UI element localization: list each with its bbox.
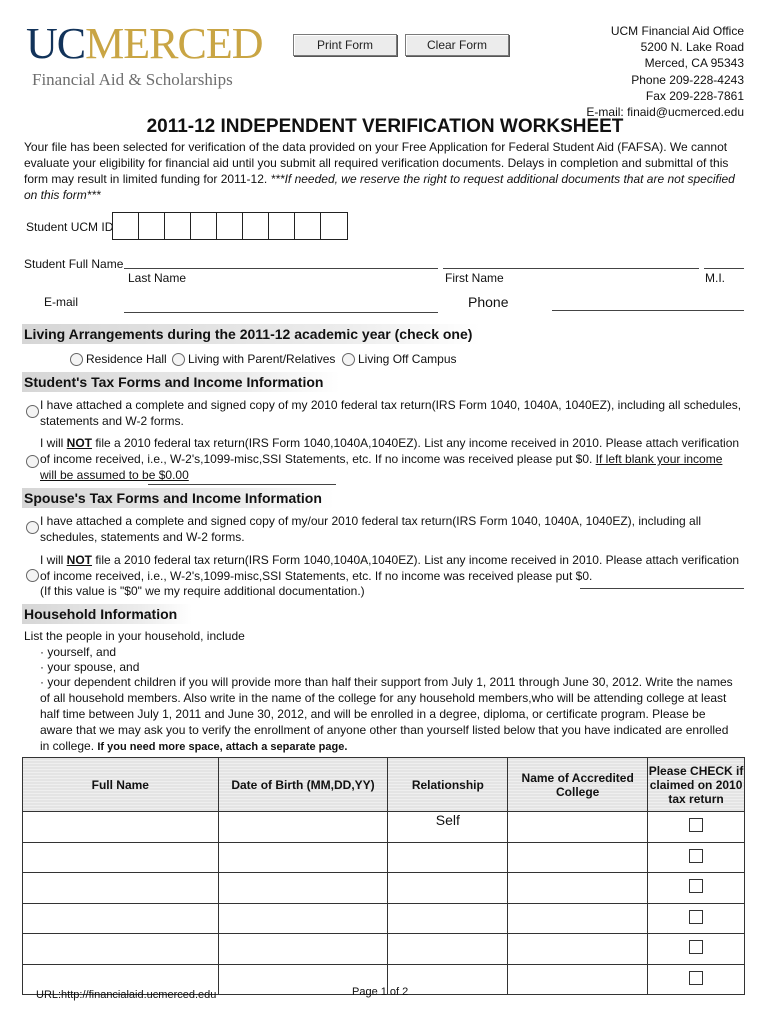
- email-field[interactable]: [124, 312, 438, 313]
- cell-college[interactable]: [508, 903, 648, 934]
- cell-college[interactable]: [508, 873, 648, 904]
- id-digit-box[interactable]: [295, 213, 321, 239]
- mi-label: M.I.: [705, 271, 725, 285]
- cell-dob[interactable]: [218, 842, 388, 873]
- id-digit-box[interactable]: [191, 213, 217, 239]
- student-id-boxes: [112, 212, 348, 240]
- id-digit-box[interactable]: [165, 213, 191, 239]
- claimed-checkbox[interactable]: [689, 971, 703, 985]
- col-claimed: Please CHECK if claimed on 2010 tax return: [648, 758, 745, 812]
- student-tax-not-filing-radio[interactable]: [26, 455, 39, 468]
- radio-icon[interactable]: [70, 353, 83, 366]
- cell-full-name[interactable]: [23, 842, 219, 873]
- spouse-tax-not-filing-text: I will NOT file a 2010 federal tax return(IRS Form 1040,1040A,1040EZ). List any income received in 2010. Please attach verification of income received, i.e., W-2's,1099-misc,SSI Statements, etc. If no income was received please put $0.: [40, 553, 740, 583]
- col-date-of-birth: Date of Birth (MM,DD,YY): [218, 758, 388, 812]
- logo-subtitle: Financial Aid & Scholarships: [32, 70, 233, 89]
- household-bullet-yourself: · yourself, and: [40, 645, 117, 659]
- household-table: [22, 757, 745, 995]
- household-bullet-spouse: · your spouse, and: [40, 660, 140, 674]
- student-tax-attached-radio[interactable]: [26, 405, 39, 418]
- cell-full-name[interactable]: [23, 903, 219, 934]
- claimed-checkbox[interactable]: [689, 818, 703, 832]
- student-tax-not-filing-text: I will NOT file a 2010 federal tax return(IRS Form 1040,1040A,1040EZ). List any income received in 2010. Please attach verification of income received, i.e., W-2's,1099-misc,SSI Statements, etc. If no income was received please put $0. If left blank your income will be assumed to be $0.00: [40, 436, 740, 482]
- col-college: Name of Accredited College: [508, 758, 648, 812]
- cell-college[interactable]: [508, 934, 648, 965]
- cell-college[interactable]: [508, 842, 648, 873]
- phone-field[interactable]: [552, 310, 744, 311]
- intro-paragraph: Your file has been selected for verification of the data provided on your Free Application for Federal Student Aid (FAFSA). We cannot evaluate your eligibility for financial aid until you submit all required verification documents. Delays in completion and submittal of this form may result in limited funding for 2011-12. ***If needed, we reserve the right to request additional documents that are not specified on this form***: [24, 140, 735, 202]
- table-row: [23, 842, 745, 873]
- cell-relationship[interactable]: Self: [388, 812, 508, 843]
- page-number: Page 1 of 2: [352, 986, 409, 998]
- claimed-checkbox[interactable]: [689, 879, 703, 893]
- radio-icon[interactable]: [172, 353, 185, 366]
- office-address: UCM Financial Aid Office 5200 N. Lake Road Merced, CA 95343 Phone 209-228-4243 Fax 209-228-7861 E-mail: finaid@ucmerced.edu: [586, 24, 744, 120]
- cell-full-name[interactable]: [23, 873, 219, 904]
- cell-claimed: [648, 934, 745, 965]
- claimed-checkbox[interactable]: [689, 940, 703, 954]
- table-header-row: [23, 758, 745, 812]
- student-tax-header: Student's Tax Forms and Income Information: [22, 372, 340, 392]
- table-row: [23, 873, 745, 904]
- radio-icon[interactable]: [342, 353, 355, 366]
- cell-full-name[interactable]: [23, 934, 219, 965]
- student-income-field[interactable]: [148, 484, 336, 485]
- household-intro: List the people in your household, include: [24, 629, 245, 643]
- table-row: [23, 812, 745, 843]
- mi-field[interactable]: [704, 268, 744, 269]
- student-tax-attached-text: I have attached a complete and signed copy of my 2010 federal tax return(IRS Form 1040, 1040A, 1040EZ), including all schedules, statements and W-2 forms.: [40, 398, 742, 428]
- ucmerced-logo: UCMERCED: [26, 19, 263, 68]
- cell-college[interactable]: [508, 964, 648, 995]
- household-bullet-children: · your dependent children if you will provide more than half their support from July 1, 2011 through June 30, 2012. Write the names of all household members. Also write in the name of the college for any household members,who will be attending college at least half time between July 1, 2011 and June 30, 2012, and will be enrolled in a degree, diploma, or certificate program. Please be aware that we may ask you to verify the enrollment of anyone other than yourself listed below that you have indicated are enrolled in college. If you need more space, attach a separate page.: [40, 675, 733, 753]
- cell-claimed: [648, 903, 745, 934]
- living-off-campus-option[interactable]: Living Off Campus: [342, 352, 457, 366]
- cell-relationship[interactable]: [388, 842, 508, 873]
- id-digit-box[interactable]: [139, 213, 165, 239]
- cell-dob[interactable]: [218, 812, 388, 843]
- household-header: Household Information: [22, 604, 192, 624]
- id-digit-box[interactable]: [243, 213, 269, 239]
- cell-claimed: [648, 964, 745, 995]
- cell-relationship[interactable]: [388, 873, 508, 904]
- spouse-tax-not-filing-radio[interactable]: [26, 569, 39, 582]
- last-name-label: Last Name: [128, 271, 187, 285]
- first-name-label: First Name: [445, 271, 504, 285]
- id-digit-box[interactable]: [217, 213, 243, 239]
- id-digit-box[interactable]: [269, 213, 295, 239]
- spouse-tax-attached-radio[interactable]: [26, 521, 39, 534]
- living-arrangements-header: Living Arrangements during the 2011-12 academic year (check one): [22, 324, 480, 344]
- col-full-name: Full Name: [23, 758, 219, 812]
- spouse-tax-header: Spouse's Tax Forms and Income Information: [22, 488, 334, 508]
- table-row: [23, 934, 745, 965]
- cell-dob[interactable]: [218, 934, 388, 965]
- spouse-tax-attached-text: I have attached a complete and signed copy of my/our 2010 federal tax return(IRS Form 1040, 1040A, 1040EZ), including all schedules, statements and W-2 forms.: [40, 514, 702, 544]
- cell-dob[interactable]: [218, 873, 388, 904]
- cell-relationship[interactable]: [388, 934, 508, 965]
- student-id-label: Student UCM ID: [26, 220, 114, 234]
- last-name-field[interactable]: [124, 268, 438, 269]
- spouse-additional-doc-note: (If this value is "$0" we my require additional documentation.): [40, 584, 365, 598]
- cell-claimed: [648, 812, 745, 843]
- table-row: [23, 903, 745, 934]
- claimed-checkbox[interactable]: [689, 849, 703, 863]
- cell-claimed: [648, 873, 745, 904]
- claimed-checkbox[interactable]: [689, 910, 703, 924]
- cell-full-name[interactable]: [23, 812, 219, 843]
- page-title: 2011-12 INDEPENDENT VERIFICATION WORKSHEET: [146, 116, 624, 137]
- id-digit-box[interactable]: [321, 213, 347, 239]
- clear-form-button[interactable]: Clear Form: [405, 34, 509, 56]
- residence-hall-option[interactable]: Residence Hall: [70, 352, 167, 366]
- living-with-parent-option[interactable]: Living with Parent/Relatives: [172, 352, 335, 366]
- spouse-income-field[interactable]: [580, 588, 744, 589]
- id-digit-box[interactable]: [113, 213, 139, 239]
- cell-college[interactable]: [508, 812, 648, 843]
- first-name-field[interactable]: [443, 268, 699, 269]
- full-name-label: Student Full Name: [24, 257, 124, 271]
- cell-relationship[interactable]: [388, 903, 508, 934]
- cell-dob[interactable]: [218, 903, 388, 934]
- footer-url: URL:http://financialaid.ucmerced.edu: [36, 989, 217, 1001]
- cell-claimed: [648, 842, 745, 873]
- col-relationship: Relationship: [388, 758, 508, 812]
- print-form-button[interactable]: Print Form: [293, 34, 397, 56]
- email-label: E-mail: [44, 295, 79, 309]
- phone-label: Phone: [468, 294, 509, 310]
